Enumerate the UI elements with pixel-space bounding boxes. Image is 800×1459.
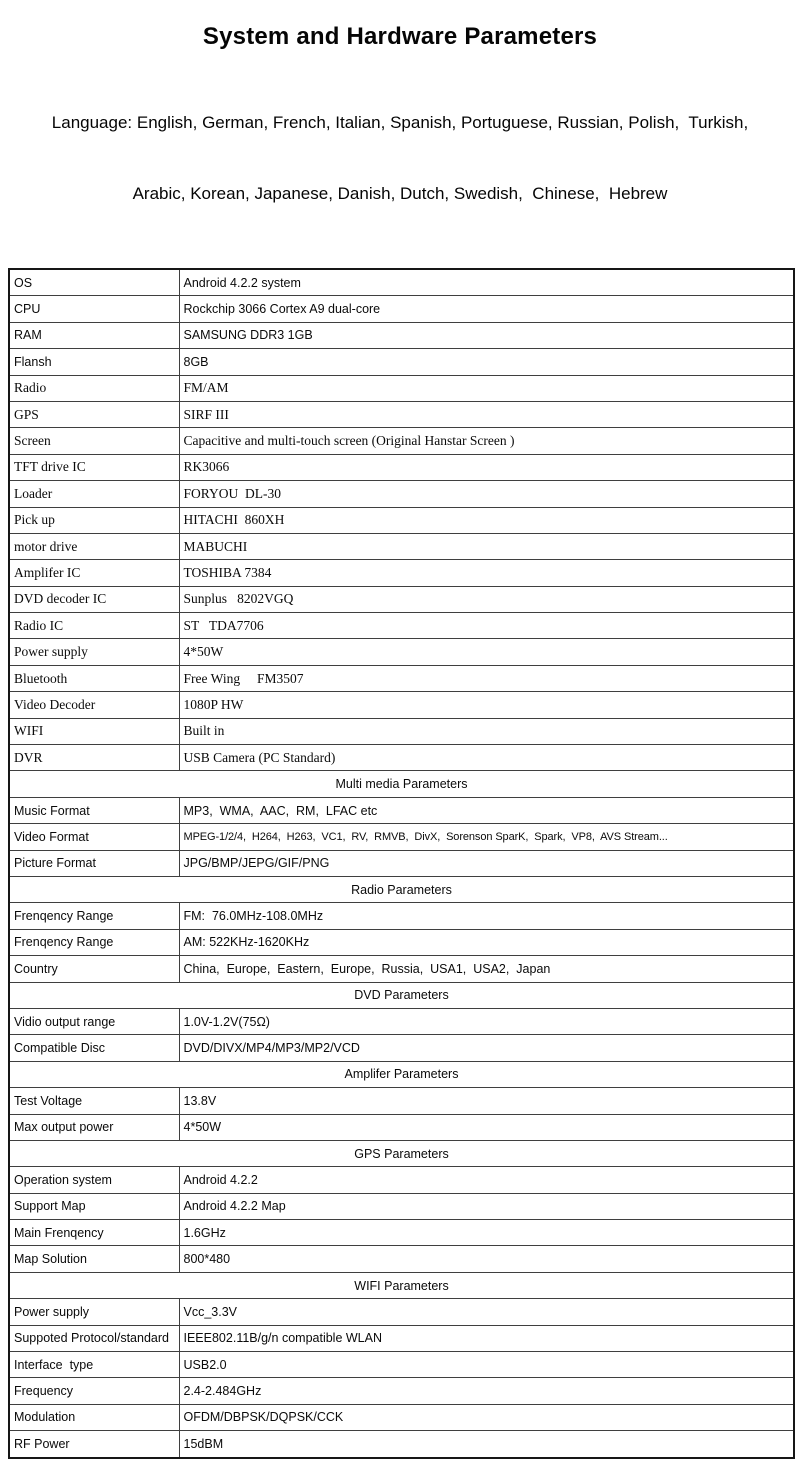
param-label: Interface type (9, 1352, 179, 1378)
param-label: RAM (9, 322, 179, 348)
language-line-1: Language: English, German, French, Italian, Spanish, Portuguese, Russian, Polish, Turkish, (51, 113, 749, 132)
param-label: Video Format (9, 824, 179, 850)
section-header-row (9, 876, 794, 902)
param-label: DVD decoder IC (9, 586, 179, 612)
param-value: China, Europe, Eastern, Europe, Russia, USA1, USA2, Japan (179, 956, 794, 982)
section-header-row (9, 1061, 794, 1087)
table-row (9, 322, 794, 348)
table-row (9, 850, 794, 876)
table-row (9, 1008, 794, 1034)
param-value: 8GB (179, 349, 794, 375)
param-label: Frenqency Range (9, 929, 179, 955)
param-value: FM/AM (179, 375, 794, 401)
param-label: Compatible Disc (9, 1035, 179, 1061)
param-label: Main Frenqency (9, 1220, 179, 1246)
table-row (9, 560, 794, 586)
param-value: 15dBM (179, 1431, 794, 1458)
param-label: Screen (9, 428, 179, 454)
param-value: Capacitive and multi-touch screen (Original Hanstar Screen ) (179, 428, 794, 454)
param-value: ST TDA7706 (179, 613, 794, 639)
param-label: Amplifer IC (9, 560, 179, 586)
param-label: Support Map (9, 1193, 179, 1219)
param-value: USB2.0 (179, 1352, 794, 1378)
table-row (9, 665, 794, 691)
param-label: TFT drive IC (9, 454, 179, 480)
param-value: JPG/BMP/JEPG/GIF/PNG (179, 850, 794, 876)
table-row (9, 586, 794, 612)
table-row (9, 929, 794, 955)
table-row (9, 269, 794, 296)
param-value: 2.4-2.484GHz (179, 1378, 794, 1404)
section-header: GPS Parameters (9, 1140, 794, 1166)
param-value: AM: 522KHz-1620KHz (179, 929, 794, 955)
param-value: Sunplus 8202VGQ (179, 586, 794, 612)
param-label: Power supply (9, 1299, 179, 1325)
table-row (9, 613, 794, 639)
spec-table-body (9, 269, 794, 1458)
table-row (9, 1404, 794, 1430)
param-value: Android 4.2.2 Map (179, 1193, 794, 1219)
section-header: Radio Parameters (9, 876, 794, 902)
table-row (9, 903, 794, 929)
param-label: Bluetooth (9, 665, 179, 691)
param-label: Music Format (9, 797, 179, 823)
param-label: Loader (9, 481, 179, 507)
param-value: MP3, WMA, AAC, RM, LFAC etc (179, 797, 794, 823)
table-row (9, 956, 794, 982)
table-row (9, 296, 794, 322)
table-row (9, 428, 794, 454)
param-label: Flansh (9, 349, 179, 375)
table-row (9, 349, 794, 375)
param-value: 4*50W (179, 639, 794, 665)
param-value: 13.8V (179, 1088, 794, 1114)
param-label: Radio IC (9, 613, 179, 639)
param-value: 800*480 (179, 1246, 794, 1272)
table-row (9, 375, 794, 401)
spec-table (8, 268, 795, 1459)
param-value: SIRF III (179, 401, 794, 427)
param-label: Radio (9, 375, 179, 401)
param-label: DVR (9, 745, 179, 771)
table-row (9, 481, 794, 507)
param-label: Frenqency Range (9, 903, 179, 929)
param-value: 1.6GHz (179, 1220, 794, 1246)
param-label: Country (9, 956, 179, 982)
table-row (9, 797, 794, 823)
param-value: MPEG-1/2/4, H264, H263, VC1, RV, RMVB, DivX, Sorenson SparK, Spark, VP8, AVS Stream... (179, 824, 794, 850)
table-row (9, 1325, 794, 1351)
table-row (9, 1352, 794, 1378)
param-label: Test Voltage (9, 1088, 179, 1114)
param-label: Modulation (9, 1404, 179, 1430)
section-header-row (9, 982, 794, 1008)
table-row (9, 507, 794, 533)
param-value: MABUCHI (179, 533, 794, 559)
param-label: Video Decoder (9, 692, 179, 718)
param-label: Pick up (9, 507, 179, 533)
table-row (9, 639, 794, 665)
param-label: Picture Format (9, 850, 179, 876)
page-title: System and Hardware Parameters (202, 23, 598, 50)
table-row (9, 533, 794, 559)
param-value: OFDM/DBPSK/DQPSK/CCK (179, 1404, 794, 1430)
param-value: 4*50W (179, 1114, 794, 1140)
param-value: Android 4.2.2 (179, 1167, 794, 1193)
param-label: RF Power (9, 1431, 179, 1458)
param-label: OS (9, 269, 179, 296)
param-label: motor drive (9, 533, 179, 559)
param-label: Map Solution (9, 1246, 179, 1272)
table-row (9, 1378, 794, 1404)
param-value: FORYOU DL-30 (179, 481, 794, 507)
table-row (9, 401, 794, 427)
param-value: DVD/DIVX/MP4/MP3/MP2/VCD (179, 1035, 794, 1061)
param-label: Vidio output range (9, 1008, 179, 1034)
param-value: Vcc_3.3V (179, 1299, 794, 1325)
param-label: Operation system (9, 1167, 179, 1193)
table-row (9, 745, 794, 771)
section-header-row (9, 771, 794, 797)
param-label: WIFI (9, 718, 179, 744)
section-header-row (9, 1140, 794, 1166)
param-value: FM: 76.0MHz-108.0MHz (179, 903, 794, 929)
param-value: 1080P HW (179, 692, 794, 718)
section-header: Multi media Parameters (9, 771, 794, 797)
param-value: Android 4.2.2 system (179, 269, 794, 296)
table-row (9, 1035, 794, 1061)
section-header: WIFI Parameters (9, 1272, 794, 1298)
param-value: RK3066 (179, 454, 794, 480)
table-row (9, 1246, 794, 1272)
table-row (9, 692, 794, 718)
param-value: USB Camera (PC Standard) (179, 745, 794, 771)
table-row (9, 1167, 794, 1193)
table-row (9, 1114, 794, 1140)
param-value: Rockchip 3066 Cortex A9 dual-core (179, 296, 794, 322)
param-value: 1.0V-1.2V(75Ω) (179, 1008, 794, 1034)
section-header: DVD Parameters (9, 982, 794, 1008)
table-row (9, 824, 794, 850)
param-value: IEEE802.11B/g/n compatible WLAN (179, 1325, 794, 1351)
table-row (9, 1088, 794, 1114)
table-row (9, 1193, 794, 1219)
table-row (9, 454, 794, 480)
table-row (9, 1299, 794, 1325)
param-label: Max output power (9, 1114, 179, 1140)
param-value: SAMSUNG DDR3 1GB (179, 322, 794, 348)
param-label: Power supply (9, 639, 179, 665)
section-header: Amplifer Parameters (9, 1061, 794, 1087)
table-row (9, 1220, 794, 1246)
param-label: CPU (9, 296, 179, 322)
table-row (9, 718, 794, 744)
section-header-row (9, 1272, 794, 1298)
param-value: HITACHI 860XH (179, 507, 794, 533)
param-label: Frequency (9, 1378, 179, 1404)
table-row (9, 1431, 794, 1458)
param-label: Suppoted Protocol/standard (9, 1325, 179, 1351)
param-value: Built in (179, 718, 794, 744)
param-value: TOSHIBA 7384 (179, 560, 794, 586)
param-label: GPS (9, 401, 179, 427)
param-value: Free Wing FM3507 (179, 665, 794, 691)
language-list (0, 64, 800, 252)
language-line-2: Arabic, Korean, Japanese, Danish, Dutch, Swedish, Chinese, Hebrew (132, 183, 668, 203)
